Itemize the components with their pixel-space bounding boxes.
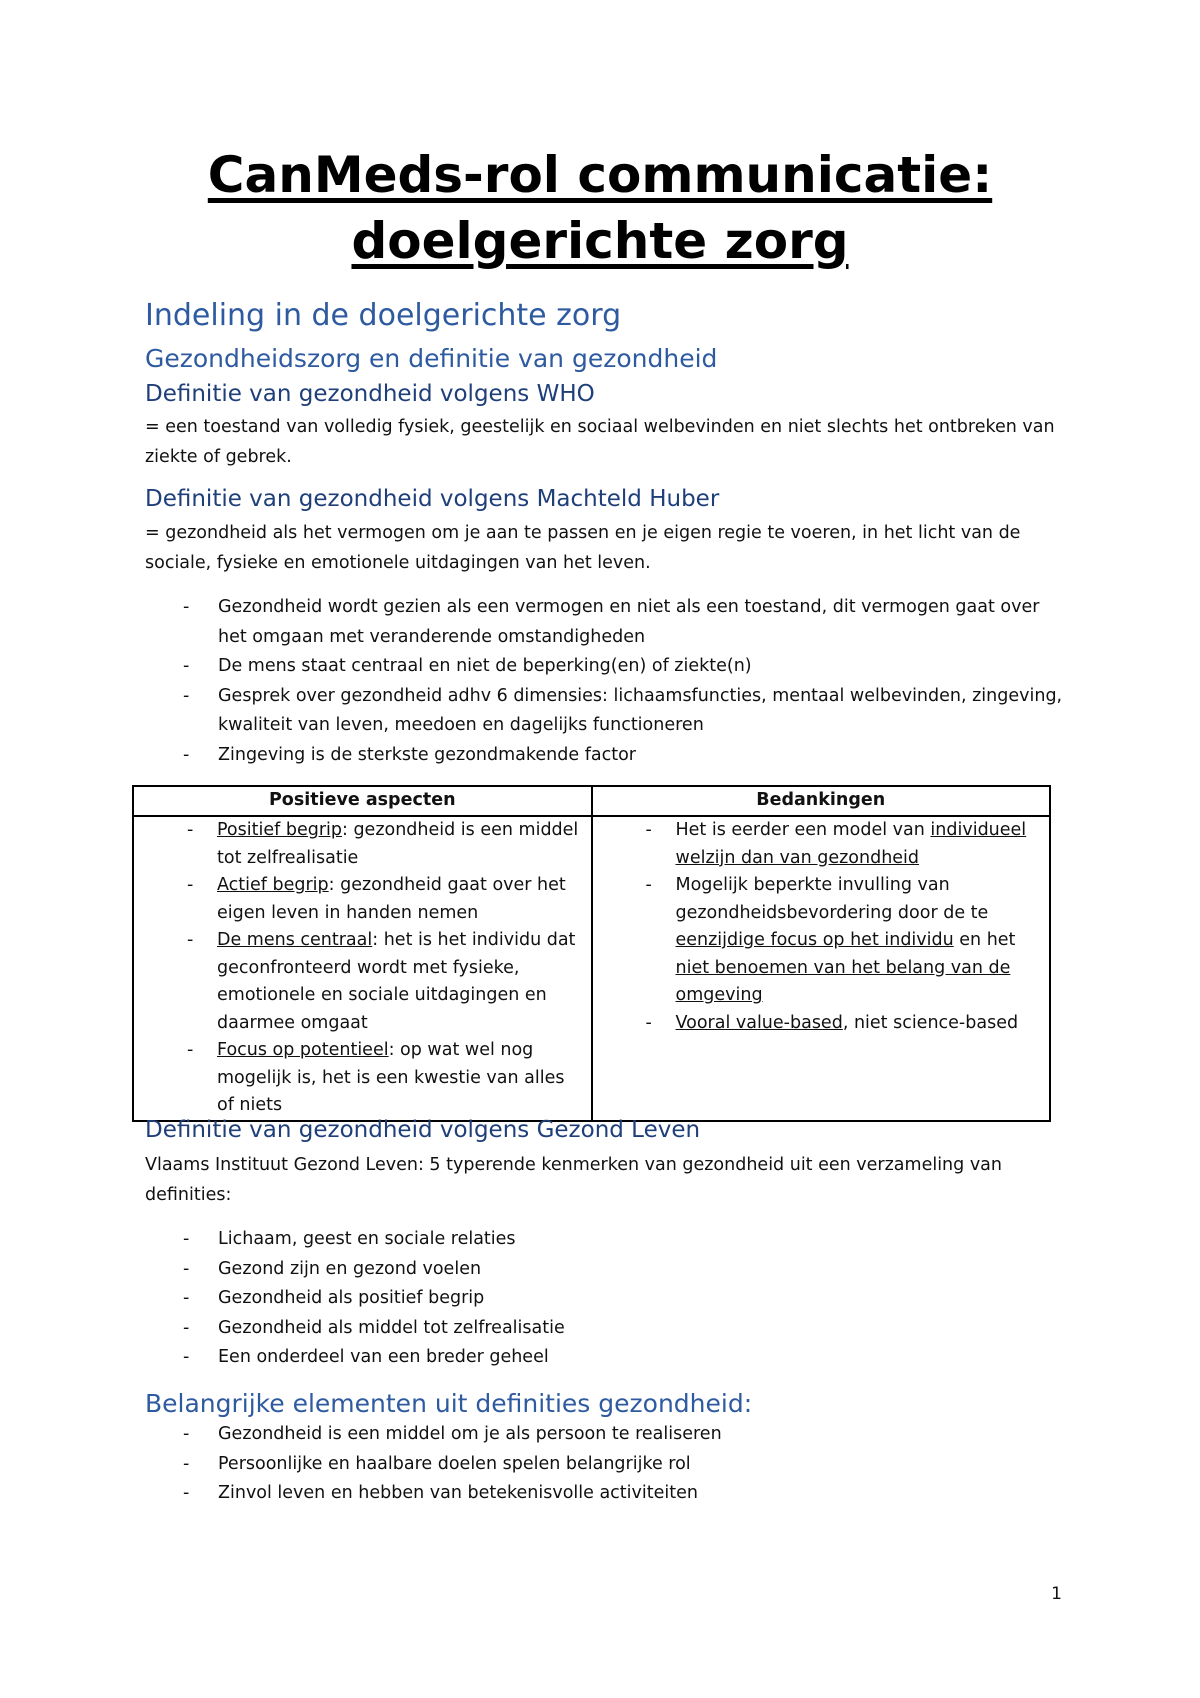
list-item: - Gesprek over gezondheid adhv 6 dimensies: lichaamsfuncties, mentaal welbevinden, zingeving, kwaliteit van leven, meedoen en dagelijks functioneren bbox=[145, 682, 1065, 741]
list-item: - Persoonlijke en haalbare doelen spelen belangrijke rol bbox=[145, 1450, 1065, 1480]
list-item bbox=[134, 1037, 585, 1120]
list-item: - Zingeving is de sterkste gezondmakende factor bbox=[145, 741, 1065, 771]
term-explanation: : op wat wel nog mogelijk is, het is een kwestie van alles of niets bbox=[217, 1040, 565, 1115]
title-line-2: doelgerichte zorg bbox=[351, 212, 849, 270]
text-segment: , niet science-based bbox=[842, 1012, 1019, 1033]
list-item: - Zinvol leven en hebben van betekenisvolle activiteiten bbox=[145, 1479, 1065, 1509]
table-row bbox=[133, 816, 1050, 1121]
heading-indeling: Indeling in de doelgerichte zorg bbox=[145, 298, 622, 333]
list-item bbox=[134, 927, 585, 1037]
list-item: - Gezond zijn en gezond voelen bbox=[145, 1255, 1065, 1285]
page-number: 1 bbox=[1051, 1584, 1062, 1604]
huber-bullet-list bbox=[145, 593, 1065, 770]
underlined-segment: individueel welzijn dan van gezondheid bbox=[675, 820, 1027, 868]
underlined-segment: eenzijdige focus op het individu bbox=[675, 930, 954, 950]
list-item bbox=[134, 817, 585, 872]
heading-gezondheidszorg: Gezondheidszorg en definitie van gezondheid bbox=[145, 344, 718, 373]
document-title bbox=[140, 142, 1060, 274]
term: Actief begrip bbox=[217, 875, 329, 895]
column-header-concerns: Bedankingen bbox=[592, 786, 1051, 816]
title-line-1: CanMeds-rol communicatie: bbox=[207, 146, 993, 204]
heading-gezond-leven: Definitie van gezondheid volgens Gezond Leven bbox=[145, 1117, 701, 1143]
underlined-segment: niet benoemen van het belang van de omgeving bbox=[675, 957, 1011, 1005]
list-item: - Gezondheid wordt gezien als een vermogen en niet als een toestand, dit vermogen gaat over het omgaan met veranderende omstandigheden bbox=[145, 593, 1065, 652]
concerns-cell bbox=[592, 816, 1051, 1121]
list-item bbox=[593, 817, 1044, 872]
text-segment: Mogelijk beperkte invulling van gezondheidsbevordering door de te bbox=[675, 875, 989, 923]
heading-huber: Definitie van gezondheid volgens Machteld Huber bbox=[145, 486, 720, 512]
term: Focus op potentieel bbox=[217, 1040, 389, 1060]
list-item: - Gezondheid als positief begrip bbox=[145, 1284, 1065, 1314]
elementen-bullet-list bbox=[145, 1420, 1065, 1509]
heading-elementen: Belangrijke elementen uit definities gezondheid: bbox=[145, 1389, 753, 1418]
huber-aspects-table bbox=[132, 785, 1051, 1122]
text-segment: en het bbox=[953, 930, 1016, 950]
concerns-list bbox=[593, 817, 1044, 1037]
positive-aspects-cell bbox=[133, 816, 592, 1121]
list-item bbox=[593, 872, 1044, 1010]
list-item bbox=[593, 1010, 1044, 1038]
list-item bbox=[134, 872, 585, 927]
text-segment: Het is eerder een model van bbox=[675, 820, 931, 840]
list-item: - Gezondheid is een middel om je als persoon te realiseren bbox=[145, 1420, 1065, 1450]
list-item: - Lichaam, geest en sociale relaties bbox=[145, 1225, 1065, 1255]
term-explanation: : gezondheid gaat over het eigen leven in handen nemen bbox=[217, 875, 566, 923]
underlined-segment: Vooral value-based bbox=[675, 1012, 843, 1033]
term: De mens centraal bbox=[217, 930, 373, 950]
column-header-positive: Positieve aspecten bbox=[133, 786, 592, 816]
who-definition: = een toestand van volledig fysiek, geestelijk en sociaal welbevinden en niet slechts het ontbreken van ziekte of gebrek. bbox=[145, 417, 1055, 467]
term: Positief begrip bbox=[217, 820, 342, 840]
list-item: - De mens staat centraal en niet de beperking(en) of ziekte(n) bbox=[145, 652, 1065, 682]
gezond-leven-intro: Vlaams Instituut Gezond Leven: 5 typerende kenmerken van gezondheid uit een verzameling van definities: bbox=[145, 1155, 1002, 1205]
heading-who: Definitie van gezondheid volgens WHO bbox=[145, 381, 595, 407]
term-explanation: : gezondheid is een middel tot zelfrealisatie bbox=[217, 820, 579, 868]
list-item: - Een onderdeel van een breder geheel bbox=[145, 1343, 1065, 1373]
huber-definition: = gezondheid als het vermogen om je aan te passen en je eigen regie te voeren, in het licht van de sociale, fysieke en emotionele uitdagingen van het leven. bbox=[145, 523, 1021, 573]
table-header-row bbox=[133, 786, 1050, 816]
gezond-leven-bullet-list bbox=[145, 1225, 1065, 1373]
term-explanation: : het is het individu dat geconfronteerd wordt met fysieke, emotionele en sociale uitdagingen en daarmee omgaat bbox=[217, 930, 576, 1033]
positive-aspects-list bbox=[134, 817, 585, 1120]
list-item: - Gezondheid als middel tot zelfrealisatie bbox=[145, 1314, 1065, 1344]
